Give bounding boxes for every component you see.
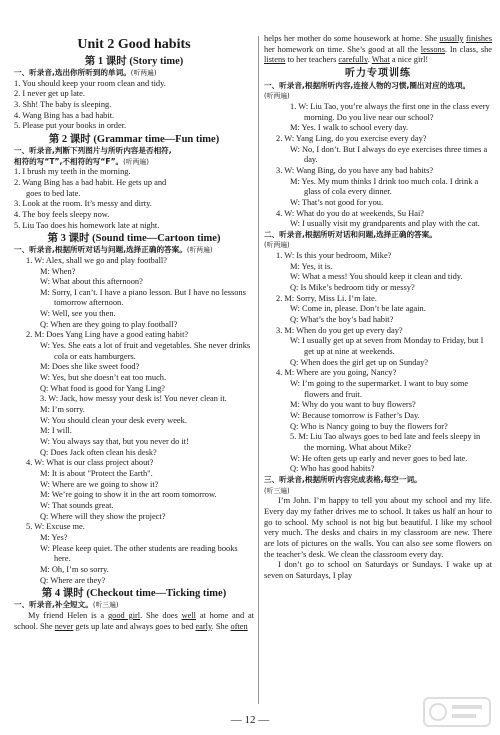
text-line: W: I usually visit my grandparents and play with the cat. <box>290 219 480 229</box>
text-line: 2. M: Sorry, Miss Li. I’m late. <box>276 293 377 303</box>
text-line: M: Sorry, I can’t. I have a piano lesson. But I have no lessons tomorrow afternoon. <box>40 287 246 308</box>
r-passage-cont: helps her mother do some housework at home. She usually finishes her homework on time. She’s good at all the lessons. In class, she listens to her teachers carefully. What a nice girl! <box>264 34 493 65</box>
text-line: 4. Wang Bing has a bad habit. <box>14 110 115 120</box>
text-line: W: That’s not good for you. <box>290 197 384 207</box>
text-line: M: It is about "Protect the Earth". <box>40 468 153 478</box>
text-line: Q: Who is Nancy going to buy the flowers for? <box>290 421 448 431</box>
text-line: 5. Liu Tao does his homework late at night. <box>14 220 160 230</box>
text-line: Q: Is Mike’s bedroom tidy or messy? <box>290 283 415 293</box>
answer-blank: lessons <box>420 44 445 54</box>
r-section-3-heading: 三、听录音,根据所听内容完成表格,每空一词。 <box>264 474 422 484</box>
r-s3-paragraph-2: I don’t go to school on Saturdays or Sundays. I wake up at seven on Saturdays, I play <box>264 560 492 580</box>
answer-blank: listens <box>264 55 286 65</box>
text-line: 1. W: Is this your bedroom, Mike? <box>276 251 392 261</box>
text-line: W: What a mess! You should keep it clean and tidy. <box>290 272 463 282</box>
text-line: M: Yes? <box>40 532 68 542</box>
l2-section-1-heading-cont: 相符的写“T”,不相符的写“F”。(听两遍) <box>14 156 149 166</box>
text-line: 1. You should keep your room clean and tidy. <box>14 78 166 88</box>
answer-blank: well <box>181 610 196 620</box>
left-column <box>14 34 254 632</box>
r-s3-paragraph-1: I’m John. I’m happy to tell you about my school and my life. Every day my father drives me to school. It takes us half an hour to go to school. My school is not big but beautiful. I like my school very much. The desks and chairs in my classroom are new. There are lots of pictures on the walls. You can also see some flowers on the teacher’s desk. We clean the classroom every day. <box>264 496 492 559</box>
text-line: W: He often gets up early and never goes to bed late. <box>290 453 468 463</box>
l2-items-list <box>14 167 254 231</box>
l3-dialogue-list <box>14 256 254 586</box>
r-section-2-note: (听两遍) <box>264 241 290 250</box>
text-line: W: Where are we going to show it? <box>40 479 159 489</box>
text-line: 5. Please put your books in order. <box>14 121 127 131</box>
text-line: 4. M: Where are you going, Nancy? <box>276 368 397 378</box>
text-line: 3. Shh! The baby is sleeping. <box>14 99 112 109</box>
text-line: M: Why do you want to buy flowers? <box>290 400 416 410</box>
answer-blank: What <box>371 55 390 65</box>
text-line: W: No, I don’t. But I always do eye exercises three times a day. <box>290 144 488 165</box>
l3-section-1-heading: 一、听录音,根据所听对话与问题,选择正确的答案。(听两遍) <box>14 245 213 255</box>
l2-section-1-heading: 一、听录音,判断下列图片与所听内容是否相符, <box>14 145 172 155</box>
text-line: Q: What food is good for Yang Ling? <box>40 383 165 393</box>
text-line: M: Yes. My mum thinks I drink too much cola. I drink a glass of cola every dinner. <box>290 176 479 197</box>
text-line: Q: What’s the boy’s bad habit? <box>290 315 394 325</box>
text-line: W: I’m going to the supermarket. I want to buy some flowers and fruit. <box>290 379 469 399</box>
text-line: 3. Look at the room. It’s messy and dirty. <box>14 199 152 209</box>
text-line: M: Yes. I walk to school every day. <box>290 123 409 133</box>
text-line: Q: When are they going to play football? <box>40 319 178 329</box>
text-line: 2. I never get up late. <box>14 89 85 99</box>
text-line: W: Yes. She eats a lot of fruit and vegetables. She never drinks cola or eats hamburgers. <box>40 341 251 361</box>
text-line: M: Oh, I’m so sorry. <box>40 564 109 574</box>
text-line: W: You should clean your desk every week. <box>40 415 187 425</box>
answer-stamp-logo-icon <box>422 695 492 729</box>
l4-section-1-heading: 一、听录音,补全短文。(听三遍) <box>14 600 119 610</box>
text-line: Q: Does Jack often clean his desk? <box>40 447 157 457</box>
text-line: 2. M: Does Yang Ling have a good eating habit? <box>26 330 189 340</box>
r-section-1-note: (听两遍) <box>264 92 290 101</box>
lesson-2-heading: 第 2 课时 (Grammar time—Fun time) <box>48 133 220 145</box>
text-line: 1. W: Liu Tao, you’re always the first one in the class every morning. Do you live near our school? <box>290 101 490 122</box>
lesson-3-heading: 第 3 课时 (Sound time—Cartoon time) <box>47 233 221 245</box>
text-line: 1. W: Alex, shall we go and play football? <box>26 255 167 265</box>
answer-blank: usually <box>439 34 464 43</box>
r-s1-dialogue-list <box>264 102 492 230</box>
text-line: W: Yes, but she doesn’t eat too much. <box>40 373 167 383</box>
answer-blank: good girl <box>107 610 141 620</box>
text-line: 3. W: Jack, how messy your desk is! You never clean it. <box>40 394 227 404</box>
text-line: 5. M: Liu Tao always goes to bed late and feels sleepy in the morning. What about Mike? <box>290 432 481 452</box>
text-line: Q: When does the girl get up on Sunday? <box>290 357 429 367</box>
text-line: 4. The boy feels sleepy now. <box>14 209 110 219</box>
unit-title: Unit 2 Good habits <box>77 37 191 52</box>
text-line: 5. W: Excuse me. <box>26 522 85 532</box>
text-line: Q: Where are they? <box>40 575 106 585</box>
text-line: M: Does she like sweet food? <box>40 362 140 372</box>
special-training-heading: 听力专项训练 <box>345 67 411 79</box>
text-line: 2. W: Yang Ling, do you exercise every day? <box>276 133 427 143</box>
text-line: Q: Where will they show the project? <box>40 511 166 521</box>
text-line: W: I usually get up at seven from Monday to Friday, but I get up at nine at weekends. <box>290 336 484 357</box>
right-column <box>264 34 492 581</box>
text-line: 2. Wang Bing has a bad habit. He gets up and <box>14 177 167 187</box>
text-line: 3. M: When do you get up every day? <box>276 325 403 335</box>
text-line: 4. W: What is our class project about? <box>26 458 154 468</box>
r-section-2-heading: 二、听录音,根据所听对话和问题,选择正确的答案。 <box>264 229 437 239</box>
text-line: M: Yes, it is. <box>290 261 333 271</box>
text-line: W: Please keep quiet. The other students are reading books here. <box>40 543 238 564</box>
text-line: 1. I brush my teeth in the morning. <box>14 167 131 177</box>
text-line: M: We’re going to show it in the art room tomorrow. <box>40 490 217 500</box>
answer-blank: never <box>54 621 74 631</box>
l1-section-1-heading: 一、听录音,选出你所听到的单词。(听两遍) <box>14 68 157 77</box>
text-line: W: You always say that, but you never do it! <box>40 437 189 446</box>
text-line: M: I’m sorry. <box>40 405 85 415</box>
text-line: 4. W: What do you do at weekends, Su Hai? <box>276 208 425 218</box>
l1-items-list <box>14 79 254 132</box>
text-line: W: Because tomorrow is Father’s Day. <box>290 410 420 420</box>
r-section-3-note: (听三遍) <box>264 486 290 495</box>
column-divider <box>258 36 259 704</box>
answer-blank: early <box>195 621 212 631</box>
r-s2-dialogue-list <box>264 251 492 475</box>
page-number: — 12 — <box>230 714 270 726</box>
r-section-1-heading: 一、听录音,根据所听内容,连接人物的习惯,圈出对应的选项。 <box>264 80 471 90</box>
text-line: M: I will. <box>40 426 72 436</box>
l4-passage: My friend Helen is a good girl. She does well at home and at school. She never gets up late and always goes to bed early. She often <box>14 610 254 631</box>
answer-blank: often <box>230 621 248 631</box>
lesson-4-heading: 第 4 课时 (Checkout time—Ticking time) <box>41 588 227 600</box>
lesson-1-heading: 第 1 课时 (Story time) <box>84 56 184 67</box>
text-line: W: That sounds great. <box>40 500 114 510</box>
answer-blank: finishes <box>465 34 493 43</box>
text-line: W: Well, see you then. <box>40 309 116 319</box>
text-line: M: When? <box>40 266 76 276</box>
text-line: goes to bed late. <box>26 188 81 198</box>
text-line: Q: Who has good habits? <box>290 464 375 474</box>
text-line: 3. W: Wang Bing, do you have any bad habits? <box>276 165 434 175</box>
text-line: W: What about this afternoon? <box>40 277 143 287</box>
text-line: W: Come in, please. Don’t be late again. <box>290 304 426 314</box>
answer-blank: carefully <box>338 55 368 65</box>
